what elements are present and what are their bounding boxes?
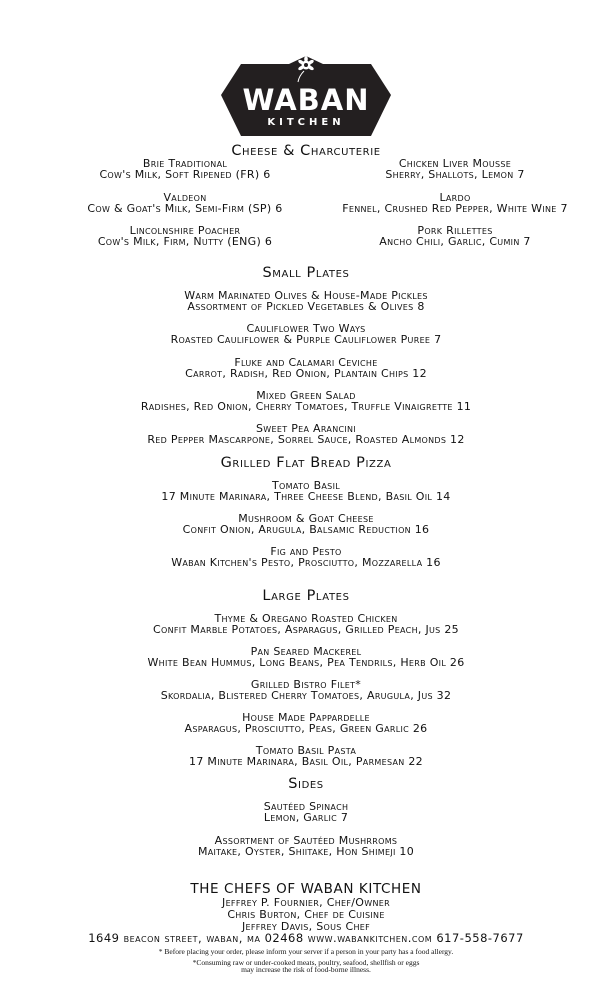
menu-item-description: Confit Onion, Arugula, Balsamic Reduction 16	[182, 523, 430, 536]
menu-item-description: Assortment of Pickled Vegetables & Olives 8	[187, 300, 425, 313]
menu-item-name: Lardo	[439, 191, 471, 204]
menu-item-description: Sherry, Shallots, Lemon 7	[385, 168, 525, 181]
menu-item-description: Cow's Milk, Firm, Nutty (ENG) 6	[97, 235, 273, 248]
menu-item-description: Lemon, Garlic 7	[263, 811, 349, 824]
menu-item-name: Chicken Liver Mousse	[398, 157, 512, 170]
menu-item-description: Asparagus, Prosciutto, Peas, Green Garlic 26	[184, 722, 428, 735]
menu-item-name: Grilled Bistro Filet*	[250, 678, 362, 691]
menu-item-name: Thyme & Oregano Roasted Chicken	[214, 612, 398, 625]
section-title: Large Plates	[262, 588, 350, 604]
menu-item-description: Ancho Chili, Garlic, Cumin 7	[379, 235, 531, 248]
menu-item-description: 17 Minute Marinara, Basil Oil, Parmesan 22	[189, 755, 423, 768]
chef-line: Jeffrey Davis, Sous Chef	[241, 920, 371, 933]
raw-food-note: *Consuming raw or under-cooked meats, poultry, seafood, shellfish or eggs	[192, 958, 420, 967]
address-line: 1649 beacon street, waban, ma 02468 www.wabankitchen.com 617-558-7677	[88, 931, 524, 945]
menu-item-name: Cauliflower Two Ways	[246, 322, 366, 335]
menu-item-description: Fennel, Crushed Red Pepper, White Wine 7	[342, 202, 568, 215]
logo-wordmark: WABAN	[242, 83, 370, 117]
menu-item-name: Valdeon	[163, 191, 207, 204]
menu-item-description: Carrot, Radish, Red Onion, Plantain Chips 12	[185, 367, 427, 380]
menu-item-name: Tomato Basil Pasta	[255, 744, 357, 757]
menu-item-description: Skordalia, Blistered Cherry Tomatoes, Arugula, Jus 32	[160, 689, 452, 702]
menu-item-name: Fig and Pesto	[270, 545, 342, 558]
menu-item-description: Confit Marble Potatoes, Asparagus, Grilled Peach, Jus 25	[153, 623, 459, 636]
menu-item-name: Sautéed Spinach	[263, 800, 349, 813]
menu-item-description: 17 Minute Marinara, Three Cheese Blend, Basil Oil 14	[161, 490, 451, 503]
section-title: Grilled Flat Bread Pizza	[220, 455, 392, 471]
chef-line: Jeffrey P. Fournier, Chef/Owner	[222, 896, 390, 909]
waban-kitchen-logo	[219, 52, 393, 138]
chef-line: Chris Burton, Chef de Cuisine	[227, 908, 385, 921]
section-title: Small Plates	[262, 265, 350, 281]
chefs-heading: THE CHEFS OF WABAN KITCHEN	[190, 881, 422, 897]
menu-item-description: Radishes, Red Onion, Cherry Tomatoes, Truffle Vinaigrette 11	[140, 400, 472, 413]
menu-item-name: Tomato Basil	[272, 479, 340, 492]
menu-item-description: Cow's Milk, Soft Ripened (FR) 6	[99, 168, 271, 181]
menu-item-name: Mixed Green Salad	[256, 389, 356, 402]
menu-item-description: Red Pepper Mascarpone, Sorrel Sauce, Roasted Almonds 12	[147, 433, 465, 446]
menu-item-name: Fluke and Calamari Ceviche	[234, 356, 378, 369]
menu-item-description: Waban Kitchen's Pesto, Prosciutto, Mozzarella 16	[171, 556, 441, 569]
menu-item-description: Cow & Goat's Milk, Semi-Firm (SP) 6	[87, 202, 283, 215]
menu-item-name: Pork Rillettes	[417, 224, 493, 237]
raw-food-note: may increase the risk of food-borne illness.	[241, 965, 371, 974]
menu-item-name: Warm Marinated Olives & House-Made Pickles	[184, 289, 428, 302]
menu-item-name: Assortment of Sautéed Mushrroms	[214, 834, 398, 847]
menu-item-description: Maitake, Oyster, Shiitake, Hon Shimeji 10	[197, 845, 415, 858]
menu-item-name: House Made Pappardelle	[242, 711, 370, 724]
menu-item-description: White Bean Hummus, Long Beans, Pea Tendrils, Herb Oil 26	[147, 656, 465, 669]
menu-item-description: Roasted Cauliflower & Purple Cauliflower Puree 7	[170, 333, 442, 346]
menu-item-name: Lincolnshire Poacher	[129, 224, 241, 237]
logo-subtitle: KITCHEN	[267, 117, 345, 128]
menu-item-name: Mushroom & Goat Cheese	[238, 512, 374, 525]
menu-item-name: Pan Seared Mackerel	[250, 645, 362, 658]
allergy-note: * Before placing your order, please inform your server if a person in your party has a food allergy.	[158, 947, 454, 956]
menu-item-name: Sweet Pea Arancini	[256, 422, 356, 435]
section-title: Sides	[288, 776, 324, 792]
section-title: Cheese & Charcuterie	[231, 143, 381, 159]
menu-item-name: Brie Traditional	[142, 157, 228, 170]
